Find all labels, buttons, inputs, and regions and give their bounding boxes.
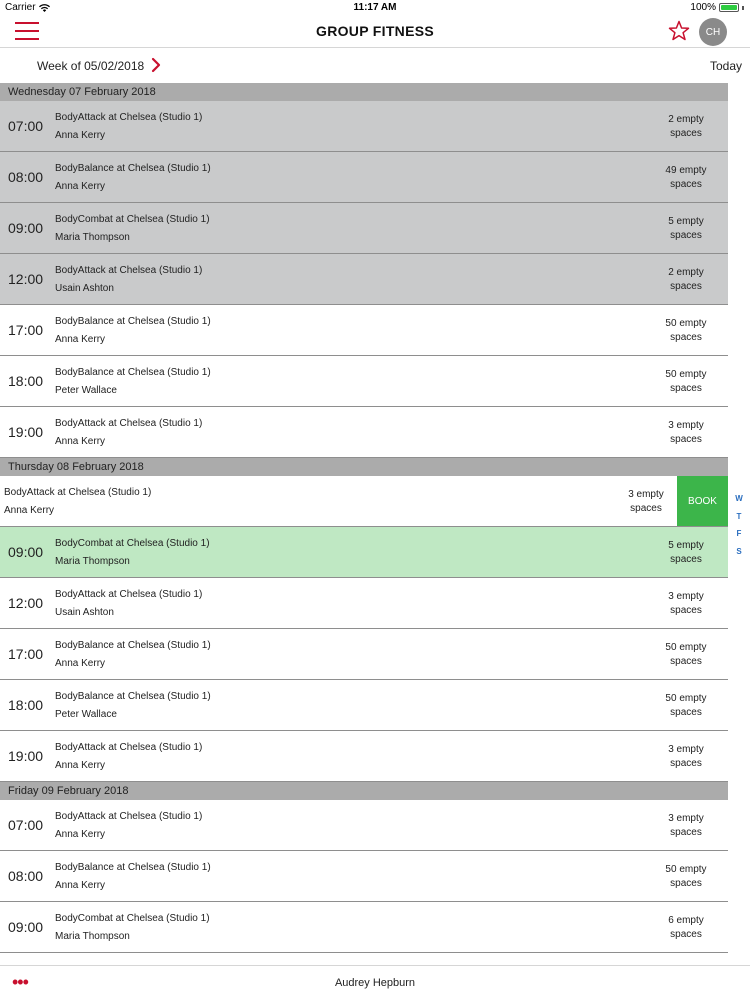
spaces-label: spaces: [670, 605, 702, 616]
class-name: BodyAttack at Chelsea (Studio 1): [55, 112, 203, 123]
spaces-label: spaces: [670, 707, 702, 718]
spaces-count: 49 empty: [665, 165, 707, 176]
spaces-label: spaces: [670, 332, 702, 343]
empty-spaces: [656, 812, 716, 840]
spaces-label: spaces: [670, 758, 702, 769]
spaces-count: 50 empty: [665, 864, 707, 875]
class-name: BodyBalance at Chelsea (Studio 1): [55, 691, 211, 702]
spaces-count: 50 empty: [665, 318, 707, 329]
instructor-name: Anna Kerry: [55, 130, 106, 141]
chevron-right-icon[interactable]: [148, 56, 164, 74]
class-name: BodyBalance at Chelsea (Studio 1): [55, 316, 211, 327]
class-time: 12:00: [8, 271, 44, 287]
day-header: Wednesday 07 February 2018: [0, 83, 728, 101]
spaces-count: 3 empty: [668, 420, 704, 431]
empty-spaces: [656, 215, 716, 243]
empty-spaces: [656, 590, 716, 618]
empty-spaces: [656, 914, 716, 942]
class-row[interactable]: [0, 407, 728, 458]
empty-spaces: [656, 641, 716, 669]
spaces-count: 5 empty: [668, 540, 704, 551]
empty-spaces: [656, 164, 716, 192]
instructor-name: Anna Kerry: [55, 829, 106, 840]
instructor-name: Usain Ashton: [55, 283, 114, 294]
spaces-label: spaces: [670, 128, 702, 139]
spaces-label: spaces: [670, 827, 702, 838]
book-button[interactable]: BOOK: [677, 476, 728, 526]
class-name: BodyCombat at Chelsea (Studio 1): [55, 913, 210, 924]
class-row[interactable]: [0, 476, 728, 527]
class-row[interactable]: [0, 152, 728, 203]
spaces-label: spaces: [670, 230, 702, 241]
footer-bar: [0, 965, 750, 1000]
spaces-count: 3 empty: [668, 591, 704, 602]
instructor-name: Anna Kerry: [55, 334, 106, 345]
spaces-count: 2 empty: [668, 114, 704, 125]
class-row[interactable]: [0, 356, 728, 407]
class-time: 17:00: [8, 646, 44, 662]
class-row[interactable]: [0, 101, 728, 152]
empty-spaces: [656, 419, 716, 447]
class-time: 09:00: [8, 544, 44, 560]
class-row[interactable]: [0, 305, 728, 356]
spaces-label: spaces: [670, 878, 702, 889]
class-name: BodyAttack at Chelsea (Studio 1): [55, 589, 203, 600]
spaces-count: 6 empty: [668, 915, 704, 926]
spaces-count: 50 empty: [665, 693, 707, 704]
battery-icon: [719, 3, 739, 12]
day-index-item[interactable]: T: [736, 511, 742, 521]
schedule-list: [0, 83, 728, 953]
empty-spaces: [656, 113, 716, 141]
empty-spaces: [656, 743, 716, 771]
class-name: BodyAttack at Chelsea (Studio 1): [55, 742, 203, 753]
spaces-label: spaces: [670, 179, 702, 190]
spaces-count: 50 empty: [665, 369, 707, 380]
instructor-name: Peter Wallace: [55, 385, 117, 396]
class-time: 09:00: [8, 919, 44, 935]
day-index-item[interactable]: S: [736, 546, 742, 556]
spaces-label: spaces: [670, 554, 702, 565]
class-row[interactable]: [0, 254, 728, 305]
spaces-label: spaces: [670, 383, 702, 394]
day-header: Friday 09 February 2018: [0, 782, 728, 800]
battery-percent: 100%: [690, 2, 716, 13]
class-name: BodyCombat at Chelsea (Studio 1): [55, 214, 210, 225]
instructor-name: Anna Kerry: [4, 505, 55, 516]
day-header: Thursday 08 February 2018: [0, 458, 728, 476]
class-name: BodyBalance at Chelsea (Studio 1): [55, 163, 211, 174]
page-title: GROUP FITNESS: [316, 23, 434, 39]
instructor-name: Peter Wallace: [55, 709, 117, 720]
class-time: 08:00: [8, 868, 44, 884]
class-name: BodyAttack at Chelsea (Studio 1): [55, 811, 203, 822]
class-row[interactable]: [0, 851, 728, 902]
day-index-item[interactable]: F: [736, 529, 742, 538]
class-time: 18:00: [8, 697, 44, 713]
spaces-count: 50 empty: [665, 642, 707, 653]
class-time: 19:00: [8, 748, 44, 764]
empty-spaces: [656, 266, 716, 294]
spaces-count: 2 empty: [668, 267, 704, 278]
more-dots-icon[interactable]: •••: [12, 972, 28, 992]
class-row[interactable]: [0, 800, 728, 851]
star-icon[interactable]: [667, 19, 691, 43]
spaces-label: spaces: [670, 281, 702, 292]
class-name: BodyCombat at Chelsea (Studio 1): [55, 538, 210, 549]
class-row[interactable]: [0, 731, 728, 782]
spaces-count: 5 empty: [668, 216, 704, 227]
instructor-name: Maria Thompson: [55, 931, 130, 942]
status-bar: [0, 0, 750, 16]
instructor-name: Maria Thompson: [55, 232, 130, 243]
class-name: BodyAttack at Chelsea (Studio 1): [55, 418, 203, 429]
carrier-label: Carrier: [5, 2, 36, 13]
class-row[interactable]: [0, 680, 728, 731]
class-name: BodyBalance at Chelsea (Studio 1): [55, 862, 211, 873]
class-time: 19:00: [8, 424, 44, 440]
spaces-label: spaces: [670, 929, 702, 940]
class-time: 08:00: [8, 169, 44, 185]
class-name: BodyAttack at Chelsea (Studio 1): [4, 487, 152, 498]
battery-tip: [742, 6, 744, 10]
class-time: 18:00: [8, 373, 44, 389]
app-header: [0, 16, 750, 48]
class-time: 07:00: [8, 118, 44, 134]
class-time: 12:00: [8, 595, 44, 611]
empty-spaces: [616, 488, 676, 516]
instructor-name: Maria Thompson: [55, 556, 130, 567]
instructor-name: Anna Kerry: [55, 760, 106, 771]
spaces-count: 3 empty: [668, 744, 704, 755]
instructor-name: Anna Kerry: [55, 436, 106, 447]
hamburger-menu-icon[interactable]: [15, 22, 39, 42]
user-name: Audrey Hepburn: [334, 977, 416, 989]
empty-spaces: [656, 317, 716, 345]
class-row[interactable]: [0, 629, 728, 680]
empty-spaces: [656, 368, 716, 396]
spaces-label: spaces: [670, 656, 702, 667]
instructor-name: Anna Kerry: [55, 880, 106, 891]
class-time: 07:00: [8, 817, 44, 833]
class-name: BodyAttack at Chelsea (Studio 1): [55, 265, 203, 276]
spaces-count: 3 empty: [628, 489, 664, 500]
class-time: 17:00: [8, 322, 44, 338]
spaces-count: 3 empty: [668, 813, 704, 824]
week-selector: [0, 48, 750, 83]
instructor-name: Anna Kerry: [55, 658, 106, 669]
class-name: BodyBalance at Chelsea (Studio 1): [55, 640, 211, 651]
class-row[interactable]: [0, 578, 728, 629]
spaces-label: spaces: [670, 434, 702, 445]
class-row[interactable]: [0, 902, 728, 953]
class-row[interactable]: [0, 527, 728, 578]
day-index-item[interactable]: W: [735, 494, 743, 503]
class-name: BodyBalance at Chelsea (Studio 1): [55, 367, 211, 378]
avatar[interactable]: CH: [699, 18, 727, 46]
class-time: 09:00: [8, 220, 44, 236]
instructor-name: Anna Kerry: [55, 181, 106, 192]
empty-spaces: [656, 539, 716, 567]
class-row[interactable]: [0, 203, 728, 254]
instructor-name: Usain Ashton: [55, 607, 114, 618]
week-label: Week of 05/02/2018: [37, 59, 145, 73]
clock: 11:17 AM: [353, 2, 397, 13]
spaces-label: spaces: [630, 503, 662, 514]
today-button[interactable]: Today: [709, 59, 742, 73]
empty-spaces: [656, 692, 716, 720]
empty-spaces: [656, 863, 716, 891]
battery: [690, 2, 744, 13]
day-index: [733, 490, 745, 560]
